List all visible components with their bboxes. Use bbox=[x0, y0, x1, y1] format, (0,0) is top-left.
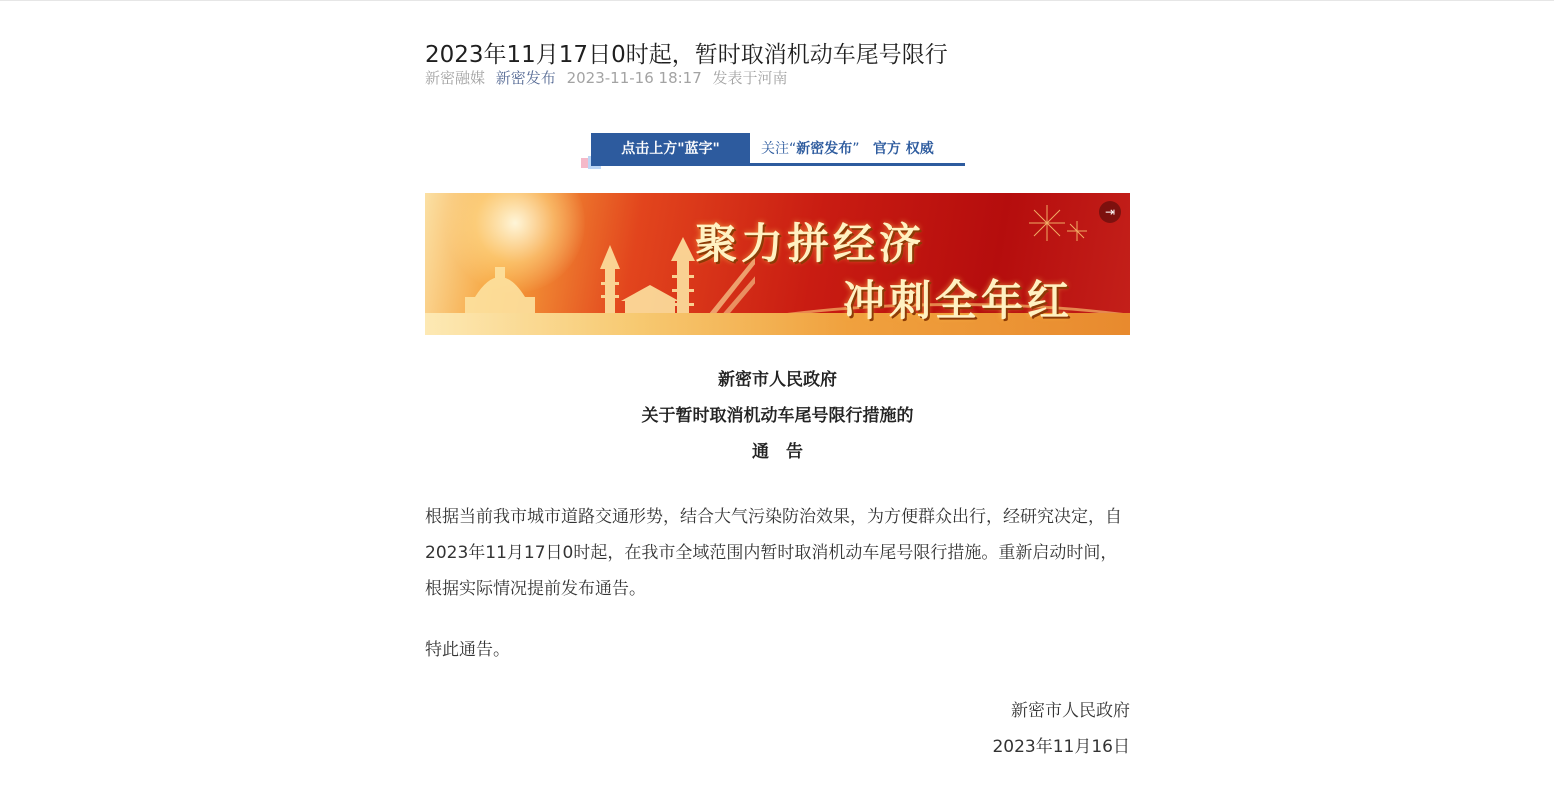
follow-tagline: 官方 权威 bbox=[872, 141, 934, 157]
article-title: 2023年11月17日0时起，暂时取消机动车尾号限行 bbox=[425, 42, 948, 69]
meta-location: 发表于河南 bbox=[712, 69, 788, 87]
banner-slogan-line1: 聚力拼经济 bbox=[695, 219, 926, 268]
notice-issuer: 新密市人民政府 bbox=[718, 370, 837, 390]
meta-source: 新密融媒 bbox=[425, 69, 486, 87]
meta-account-link[interactable]: 新密发布 bbox=[495, 69, 556, 87]
notice-closing: 特此通告。 bbox=[425, 640, 510, 660]
promo-banner-image bbox=[425, 193, 1130, 335]
follow-account-name: 新密发布 bbox=[796, 141, 853, 157]
notice-type: 通 告 bbox=[752, 442, 803, 462]
notice-body: 根据当前我市城市道路交通形势，结合大气污染防治效果，为方便群众出行，经研究决定，自2023年11月17日0时起，在我市全域范围内暂时取消机动车尾号限行措施。重新启动时间，根据实际情况提前发布通告。 bbox=[425, 507, 1122, 599]
notice-signature-block bbox=[992, 693, 1130, 765]
banner-slogan-line2: 冲刺全年红 bbox=[843, 276, 1074, 325]
fireworks-decoration bbox=[1025, 201, 1095, 261]
top-divider bbox=[0, 0, 1554, 1]
notice-heading bbox=[425, 362, 1130, 470]
meta-datetime: 2023-11-16 18:17 bbox=[566, 69, 702, 87]
follow-suffix: ” bbox=[852, 141, 860, 157]
notice-date: 2023年11月16日 bbox=[992, 737, 1130, 757]
follow-banner[interactable] bbox=[581, 133, 965, 177]
exit-icon[interactable]: ⇥ bbox=[1099, 201, 1121, 223]
notice-subject: 关于暂时取消机动车尾号限行措施的 bbox=[641, 406, 914, 426]
follow-underline bbox=[591, 163, 965, 166]
follow-text bbox=[761, 133, 934, 165]
follow-prefix: 关注“ bbox=[761, 141, 797, 157]
follow-tip: 点击上方"蓝字" bbox=[591, 133, 750, 165]
article-meta bbox=[425, 66, 794, 90]
notice-signature: 新密市人民政府 bbox=[1011, 701, 1130, 721]
